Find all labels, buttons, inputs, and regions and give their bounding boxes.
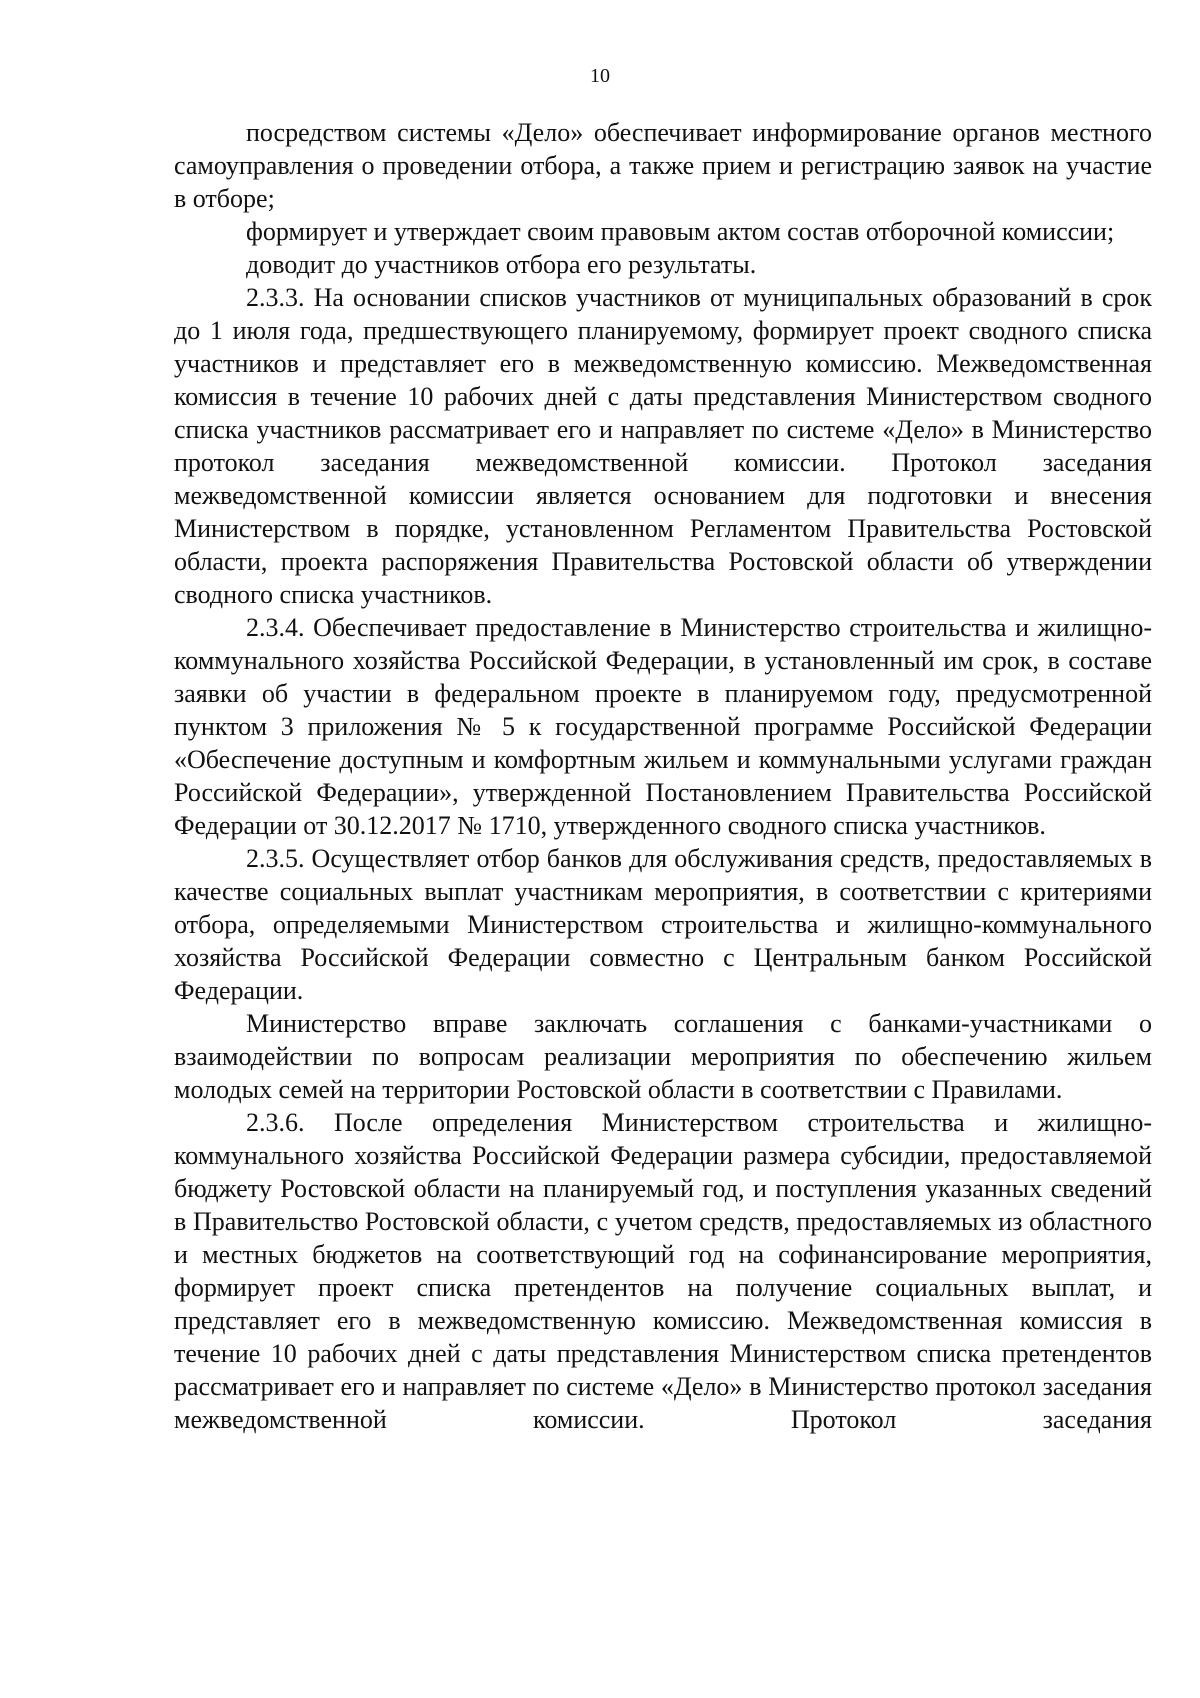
document-body [174, 116, 1152, 1436]
paragraph-results: доводит до участников отбора его результаты. [246, 250, 757, 279]
page-number: 10 [590, 65, 610, 87]
paragraph-2-3-6: 2.3.6. После определения Министерством строительства и жилищно-коммунального хозяйства Российской Федерации размера субсидии, предоставляемой бюджету Ростовской области на планируемый год, и поступления указанных сведений в Правительство Ростовской области, с учетом средств, предоставляемых из областного и местных бюджетов на соответствующий год на софинансирование мероприятия, формирует проект списка претендентов на получение социальных выплат, и представляет его в межведомственную комиссию. Межведомственная комиссия в течение 10 рабочих дней с даты представления Министерством списка претендентов рассматривает его и направляет по системе «Дело» в Министерство протокол заседания межведомственной комиссии. Протокол заседания [174, 1108, 1152, 1434]
paragraph-commission: формирует и утверждает своим правовым актом состав отборочной комиссии; [246, 217, 1115, 246]
paragraph-bank-agreements: Министерство вправе заключать соглашения с банками-участниками о взаимодействии по вопросам реализации мероприятия по обеспечению жильем молодых семей на территории Ростовской области в соответствии с Правилами. [174, 1009, 1152, 1104]
paragraph-continuation: посредством системы «Дело» обеспечивает информирование органов местного самоуправления о проведении отбора, а также прием и регистрацию заявок на участие в отборе; [174, 118, 1152, 213]
paragraph-2-3-5: 2.3.5. Осуществляет отбор банков для обслуживания средств, предоставляемых в качестве социальных выплат участникам мероприятия, в соответствии с критериями отбора, определяемыми Министерством строительства и жилищно-коммунального хозяйства Российской Федерации совместно с Центральным банком Российской Федерации. [174, 844, 1152, 1005]
paragraph-2-3-3: 2.3.3. На основании списков участников от муниципальных образований в срок до 1 июля года, предшествующего планируемому, формирует проект сводного списка участников и представляет его в межведомственную комиссию. Межведомственная комиссия в течение 10 рабочих дней с даты представления Министерством сводного списка участников рассматривает его и направляет по системе «Дело» в Министерство протокол заседания межведомственной комиссии. Протокол заседания межведомственной комиссии является основанием для подготовки и внесения Министерством в порядке, установленном Регламентом Правительства Ростовской области, проекта распоряжения Правительства Ростовской области об утверждении сводного списка участников. [174, 283, 1152, 609]
paragraph-2-3-4: 2.3.4. Обеспечивает предоставление в Министерство строительства и жилищно-коммунального хозяйства Российской Федерации, в установленный им срок, в составе заявки об участии в федеральном проекте в планируемом году, предусмотренной пунктом 3 приложения № 5 к государственной программе Российской Федерации «Обеспечение доступным и комфортным жильем и коммунальными услугами граждан Российской Федерации», утвержденной Постановлением Правительства Российской Федерации от 30.12.2017 № 1710, утвержденного сводного списка участников. [174, 613, 1152, 840]
